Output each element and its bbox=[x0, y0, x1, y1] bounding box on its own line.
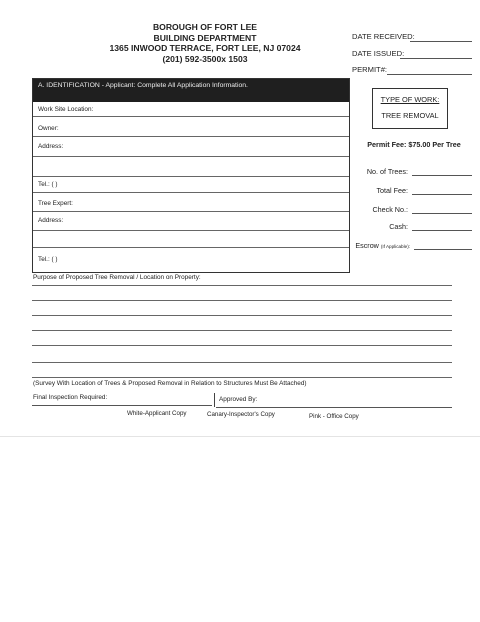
escrow-label bbox=[350, 241, 410, 250]
department-phone: (201) 592-3500x 1503 bbox=[162, 53, 248, 64]
department-name: BUILDING DEPARTMENT bbox=[153, 32, 257, 43]
approved-by-label: Approved By: bbox=[219, 396, 258, 403]
escrow-field[interactable] bbox=[414, 249, 472, 250]
number-of-trees-field[interactable] bbox=[412, 175, 472, 176]
purpose-line-5[interactable] bbox=[32, 345, 452, 346]
white-copy-note: White-Applicant Copy bbox=[127, 410, 187, 417]
date-issued-field[interactable] bbox=[400, 58, 472, 59]
canary-copy-note: Canary-Inspector's Copy bbox=[207, 411, 275, 418]
permit-fee: Permit Fee: $75.00 Per Tree bbox=[367, 140, 461, 149]
expert-address-row-continued[interactable] bbox=[33, 230, 349, 248]
number-of-trees-label: No. of Trees: bbox=[366, 167, 408, 176]
cash-field[interactable] bbox=[412, 230, 472, 231]
purpose-line-1[interactable] bbox=[32, 285, 452, 286]
inspection-divider bbox=[214, 393, 215, 407]
date-received-field[interactable] bbox=[410, 41, 472, 42]
tree-expert-label: Tree Expert: bbox=[38, 200, 73, 207]
date-issued-label: DATE ISSUED: bbox=[352, 49, 405, 58]
purpose-label: Purpose of Proposed Tree Removal / Location on Property: bbox=[33, 274, 201, 281]
check-number-label: Check No.: bbox=[372, 205, 408, 214]
purpose-line-2[interactable] bbox=[32, 300, 452, 301]
expert-telephone-label: Tel.: ( ) bbox=[38, 256, 58, 263]
purpose-line-4[interactable] bbox=[32, 330, 452, 331]
purpose-line-3[interactable] bbox=[32, 315, 452, 316]
permit-number-field[interactable] bbox=[387, 74, 472, 75]
address-row[interactable] bbox=[33, 136, 349, 157]
expert-address-label: Address: bbox=[38, 217, 64, 224]
address-row-continued[interactable] bbox=[33, 156, 349, 177]
section-heading: A. IDENTIFICATION - Applicant: Complete All Application Information. bbox=[33, 79, 349, 102]
escrow-text: Escrow bbox=[355, 241, 379, 250]
final-inspection-label: Final Inspection Required: bbox=[33, 394, 108, 401]
type-of-work-box bbox=[372, 88, 448, 129]
work-site-row[interactable] bbox=[33, 102, 349, 117]
permit-number-label: PERMIT#: bbox=[352, 65, 388, 74]
telephone-row[interactable] bbox=[33, 176, 349, 193]
identification-section bbox=[32, 78, 350, 273]
total-fee-label: Total Fee: bbox=[376, 186, 408, 195]
owner-label: Owner: bbox=[38, 125, 59, 132]
final-inspection-field[interactable] bbox=[32, 405, 212, 406]
date-received-label: DATE RECEIVED: bbox=[352, 32, 415, 41]
survey-note: (Survey With Location of Trees & Proposed Removal in Relation to Structures Must Be Attached) bbox=[33, 380, 307, 387]
department-address: 1365 INWOOD TERRACE, FORT LEE, NJ 07024 bbox=[109, 43, 301, 53]
purpose-line-7[interactable] bbox=[32, 377, 452, 378]
address-label: Address: bbox=[38, 143, 64, 150]
escrow-note: (If Applicable): bbox=[380, 244, 410, 249]
type-of-work-value: TREE REMOVAL bbox=[381, 111, 439, 120]
expert-address-row[interactable] bbox=[33, 211, 349, 231]
scan-edge bbox=[0, 436, 480, 437]
total-fee-field[interactable] bbox=[412, 194, 472, 195]
telephone-label: Tel.: ( ) bbox=[38, 181, 58, 188]
work-site-label: Work Site Location: bbox=[38, 106, 94, 113]
cash-label: Cash: bbox=[389, 222, 408, 231]
pink-copy-note: Pink - Office Copy bbox=[309, 413, 359, 420]
purpose-line-6[interactable] bbox=[32, 362, 452, 363]
letterhead bbox=[100, 22, 310, 64]
approved-by-field[interactable] bbox=[216, 407, 452, 408]
type-of-work-title: TYPE OF WORK: bbox=[380, 95, 440, 104]
borough-name: BOROUGH OF FORT LEE bbox=[152, 22, 258, 32]
check-number-field[interactable] bbox=[412, 213, 472, 214]
owner-row[interactable] bbox=[33, 116, 349, 137]
tree-expert-row[interactable] bbox=[33, 192, 349, 212]
